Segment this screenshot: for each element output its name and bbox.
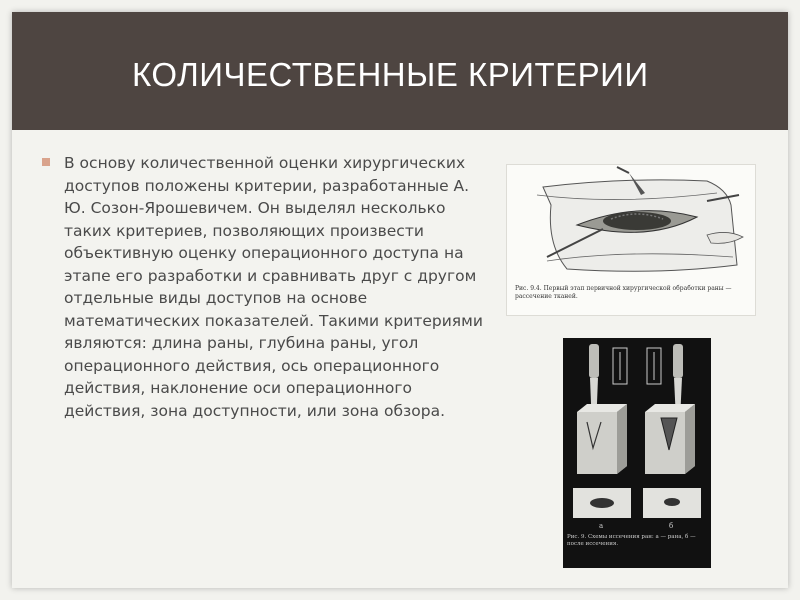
bullet-square-icon: [42, 158, 50, 166]
content-area: [42, 152, 492, 422]
title-bar: [12, 12, 788, 130]
slide-title: КОЛИЧЕСТВЕННЫЕ КРИТЕРИИ: [132, 56, 649, 93]
wound-excision-figure: [563, 338, 711, 568]
body-paragraph: В основу количественной оценки хирургических доступов положены критерии, разработанные А. Ю. Созон-Ярошевичем. Он выделял несколько таких критериев, позволяющих произвести объективную оценку операционного доступа на этапе его разработки и сравнивать друг с другом отдельные виды доступов на основе математических показателей. Такими критериями являются: длина раны, глубина раны, угол операционного действия, ось операционного действия, наклонение оси операционного действия, зона доступности, или зона обзора.: [64, 154, 483, 420]
panel-label-b: б: [669, 522, 674, 530]
figure-caption: Рис. 9.4. Первый этап первичной хирургической обработки раны — рассечение тканей.: [515, 285, 732, 300]
figure-caption-2: Рис. 9. Схемы иссечения ран: а — рана, б — после иссечения.: [567, 534, 696, 547]
wound-incision-figure: [506, 164, 756, 316]
slide: [12, 12, 788, 588]
excision-illustration: [563, 338, 711, 532]
panel-label-a: а: [599, 522, 604, 530]
